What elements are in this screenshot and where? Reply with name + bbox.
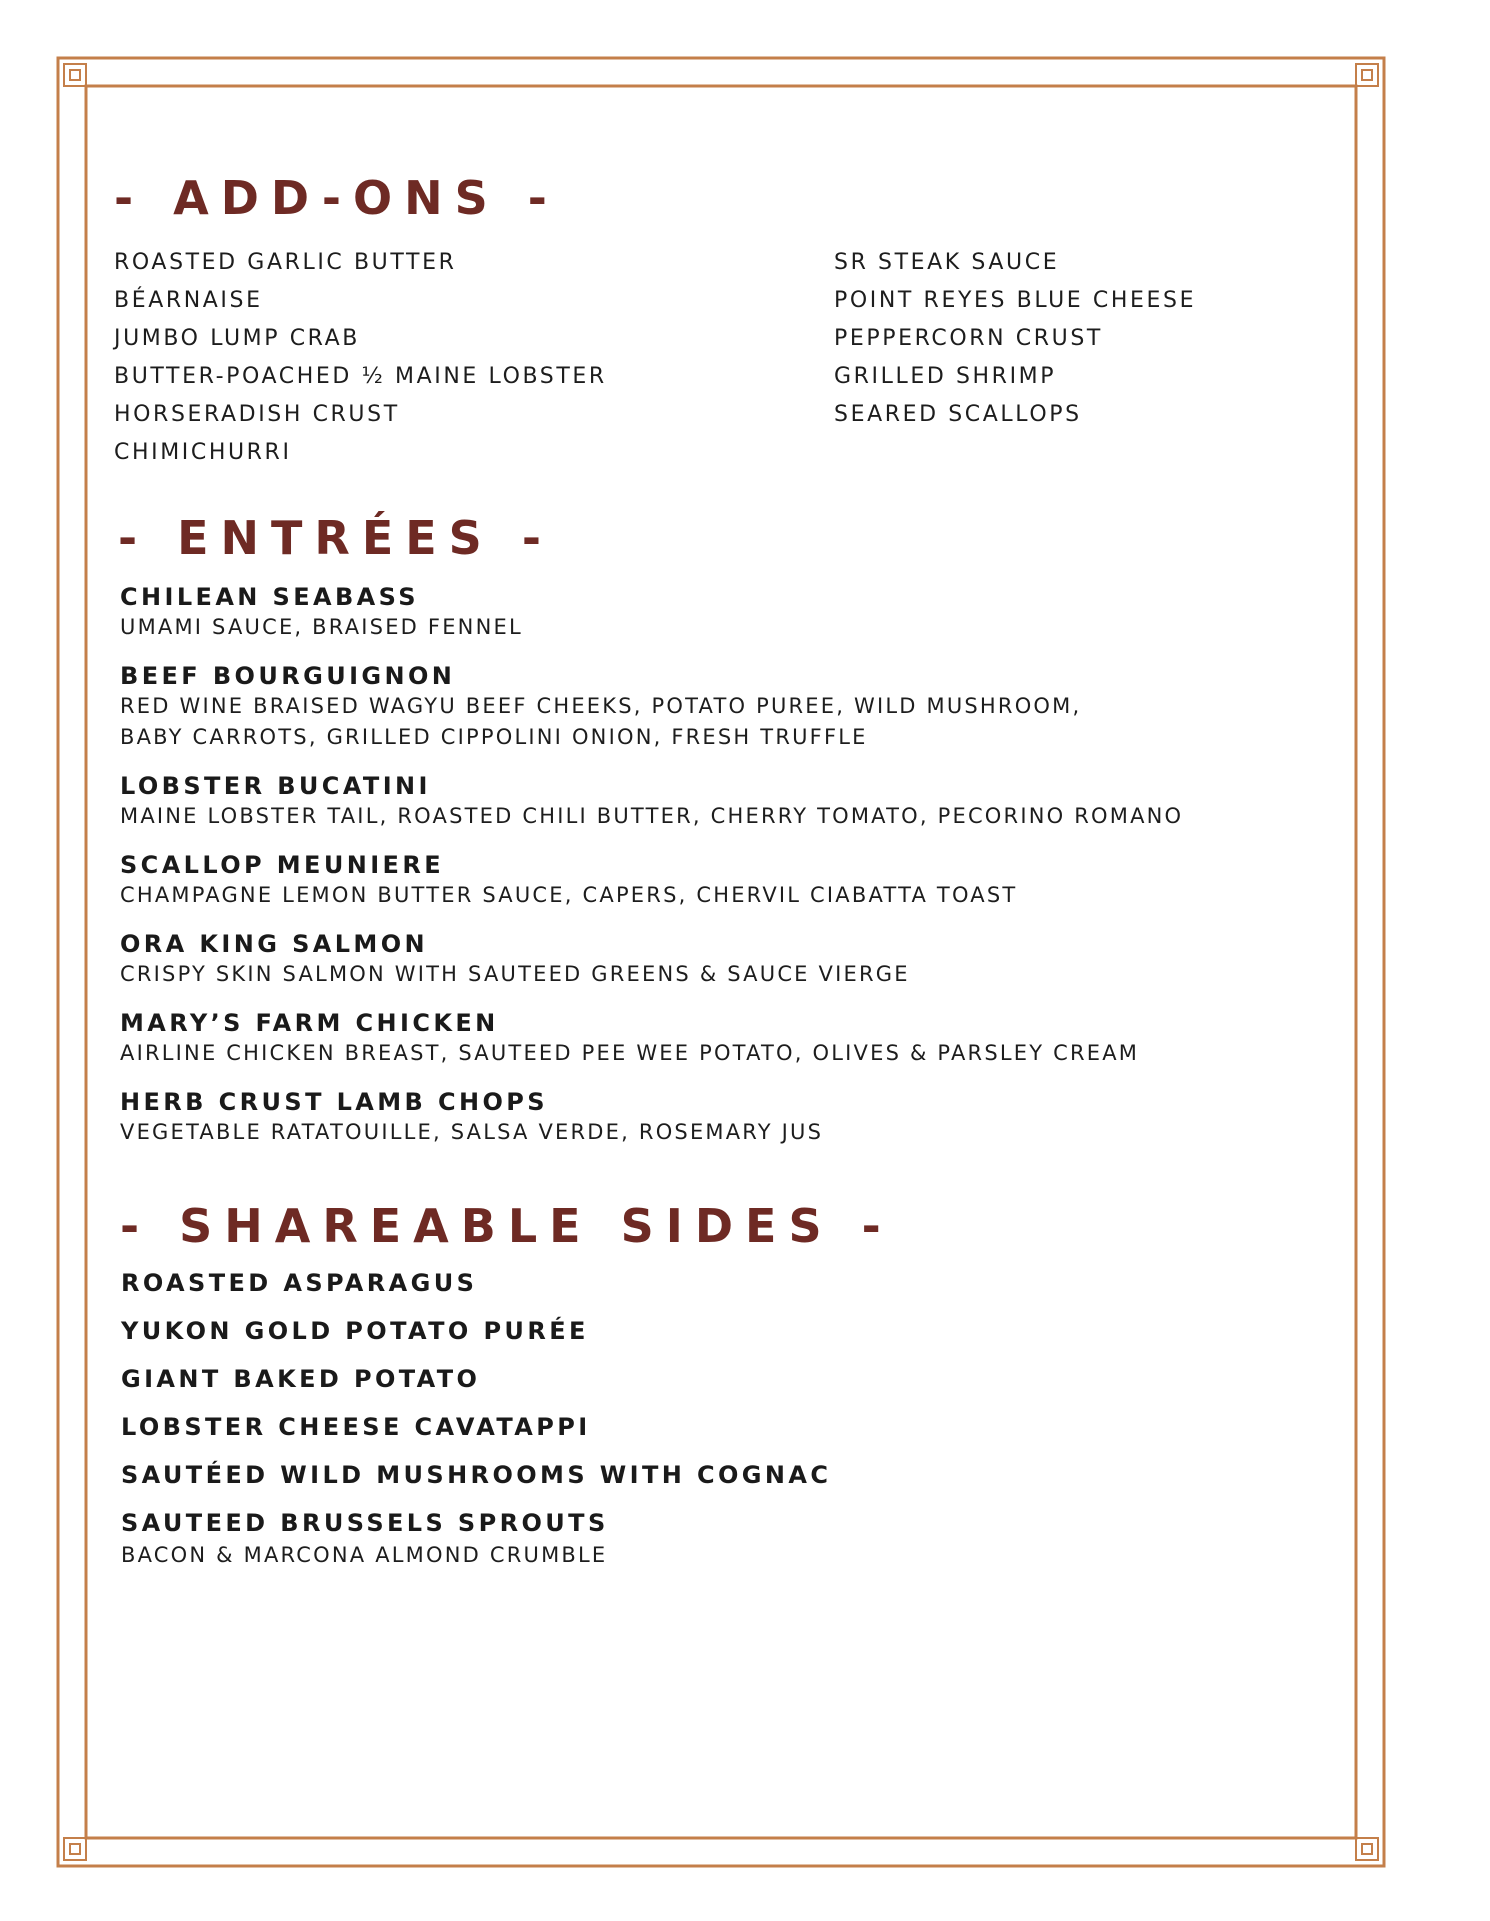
- entree-name: CHILEAN SEABASS: [120, 583, 419, 611]
- entree-item: [120, 582, 523, 643]
- addon-item: POINT REYES BLUE CHEESE: [834, 288, 1197, 313]
- entree-name: SCALLOP MEUNIERE: [120, 851, 445, 879]
- entree-description: BABY CARROTS, GRILLED CIPPOLINI ONION, FRESH TRUFFLE: [120, 725, 868, 749]
- sides-heading: - SHAREABLE SIDES -: [120, 1199, 893, 1253]
- side-item: YUKON GOLD POTATO PURÉE: [121, 1317, 589, 1345]
- addon-item: HORSERADISH CRUST: [114, 402, 400, 427]
- entree-description: UMAMI SAUCE, BRAISED FENNEL: [120, 615, 523, 639]
- side-item: GIANT BAKED POTATO: [121, 1365, 481, 1393]
- addon-item: BÉARNAISE: [114, 288, 263, 313]
- addon-item: BUTTER-POACHED ½ MAINE LOBSTER: [114, 364, 607, 389]
- side-item: LOBSTER CHEESE CAVATAPPI: [121, 1413, 591, 1441]
- addon-item: SR STEAK SAUCE: [834, 250, 1060, 275]
- addon-item: SEARED SCALLOPS: [834, 402, 1082, 427]
- addon-item: PEPPERCORN CRUST: [834, 326, 1103, 351]
- entrees-heading: - ENTRÉES -: [118, 511, 553, 565]
- entree-description: VEGETABLE RATATOUILLE, SALSA VERDE, ROSEMARY JUS: [120, 1120, 824, 1144]
- entree-item: [120, 661, 1081, 753]
- entree-item: [120, 1087, 823, 1148]
- entree-description: RED WINE BRAISED WAGYU BEEF CHEEKS, POTATO PUREE, WILD MUSHROOM,: [120, 694, 1082, 718]
- entree-name: HERB CRUST LAMB CHOPS: [120, 1088, 548, 1116]
- entree-item: [120, 1008, 1139, 1069]
- entree-item: [120, 771, 1183, 832]
- addon-item: GRILLED SHRIMP: [834, 364, 1057, 389]
- entree-name: LOBSTER BUCATINI: [120, 772, 431, 800]
- addon-item: CHIMICHURRI: [114, 440, 292, 465]
- addon-item: JUMBO LUMP CRAB: [114, 326, 360, 351]
- entree-name: MARY’S FARM CHICKEN: [120, 1009, 499, 1037]
- entree-description: CHAMPAGNE LEMON BUTTER SAUCE, CAPERS, CHERVIL CIABATTA TOAST: [120, 883, 1018, 907]
- side-item: SAUTÉED WILD MUSHROOMS WITH COGNAC: [121, 1461, 832, 1489]
- addons-right-column: [834, 244, 1196, 434]
- addons-left-column: [114, 244, 607, 472]
- entree-item: [120, 929, 910, 990]
- entree-name: BEEF BOURGUIGNON: [120, 662, 456, 690]
- side-description: BACON & MARCONA ALMOND CRUMBLE: [121, 1543, 608, 1567]
- entree-name: ORA KING SALMON: [120, 930, 429, 958]
- side-item: SAUTEED BRUSSELS SPROUTS: [121, 1509, 609, 1537]
- entree-description: MAINE LOBSTER TAIL, ROASTED CHILI BUTTER, CHERRY TOMATO, PECORINO ROMANO: [120, 804, 1184, 828]
- entree-description: CRISPY SKIN SALMON WITH SAUTEED GREENS & SAUCE VIERGE: [120, 962, 910, 986]
- addon-item: ROASTED GARLIC BUTTER: [114, 250, 457, 275]
- addons-heading: - ADD-ONS -: [114, 171, 559, 225]
- entree-description: AIRLINE CHICKEN BREAST, SAUTEED PEE WEE POTATO, OLIVES & PARSLEY CREAM: [120, 1041, 1140, 1065]
- side-item: ROASTED ASPARAGUS: [121, 1269, 478, 1297]
- entree-item: [120, 850, 1017, 911]
